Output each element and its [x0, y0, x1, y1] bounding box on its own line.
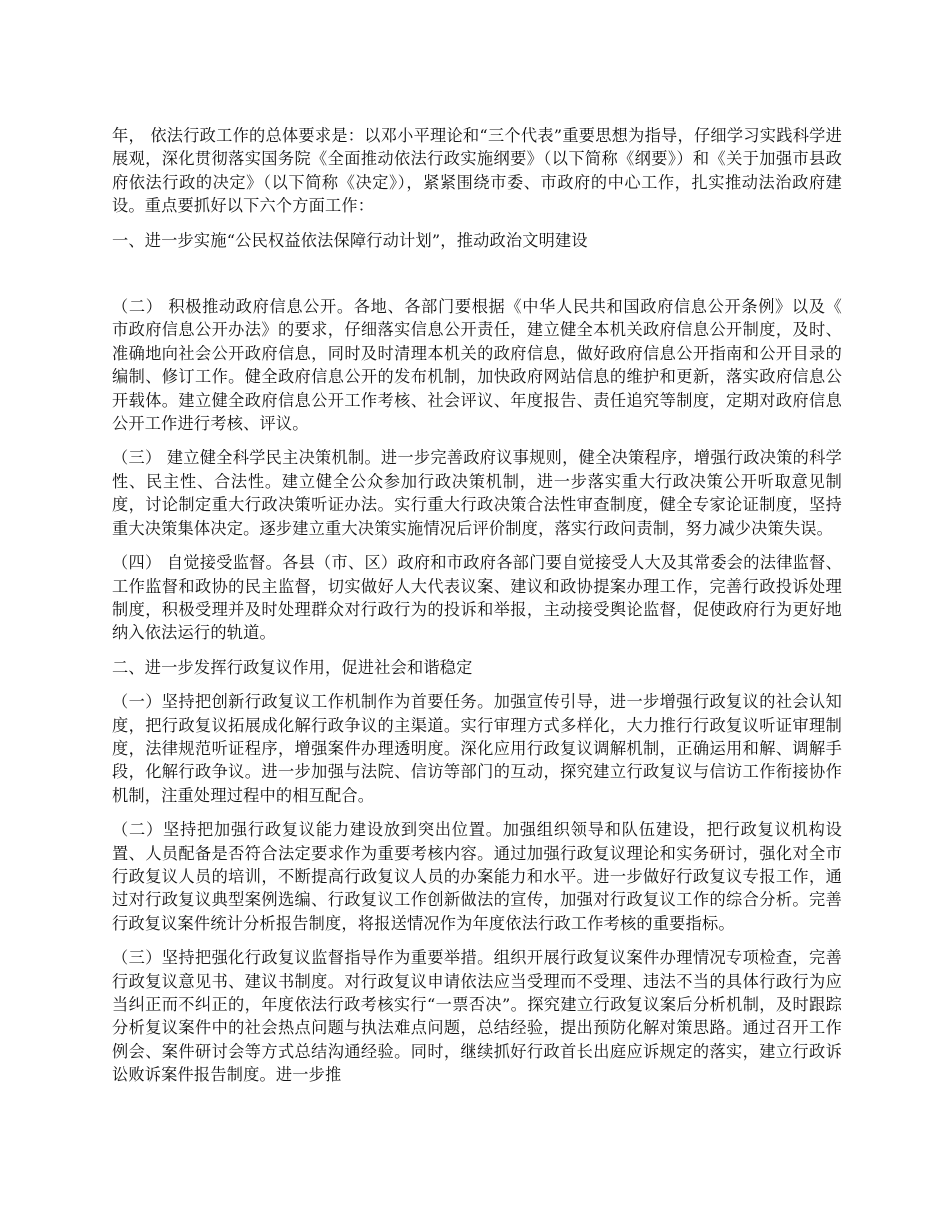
paragraph-review-mechanism: （一）坚持把创新行政复议工作机制作为首要任务。加强宣传引导，进一步增强行政复议的社会认知度，把行政复议拓展成化解行政争议的主渠道。实行审理方式多样化，大力推行行政复议听证审理制度，法律规范听证程序，增强案件办理透明度。深化应用行政复议调解机制，正确运用和解、调解手段，化解行政争议。进一步加强与法院、信访等部门的互动，探究建立行政复议与信访工作衔接协作机制，注重处理过程中的相互配合。	[112, 692, 842, 805]
intro-paragraph: 年， 依法行政工作的总体要求是：以邓小平理论和“三个代表”重要思想为指导，仔细学习实践科学进展观，深化贯彻落实国务院《全面推动依法行政实施纲要》（以下简称《纲要》）和《关于加强市县政府依法行政的决定》（以下简称《决定》），紧紧围绕市委、市政府的中心工作，扎实推动法治政府建设。重点要抓好以下六个方面工作：	[112, 126, 842, 216]
paragraph-review-supervision: （三）坚持把强化行政复议监督指导作为重要举措。组织开展行政复议案件办理情况专项检查，完善行政复议意见书、建议书制度。对行政复议申请依法应当受理而不受理、违法不当的具体行政行为应当纠正而不纠正的，年度依法行政考核实行“一票否决”。探究建立行政复议案后分析机制，及时跟踪分析复议案件中的社会热点问题与执法难点问题，总结经验，提出预防化解对策思路。通过召开工作例会、案件研讨会等方式总结沟通经验。同时，继续抓好行政首长出庭应诉规定的落实，建立行政诉讼败诉案件报告制度。进一步推	[112, 948, 842, 1085]
paragraph-info-disclosure: （二） 积极推动政府信息公开。各地、各部门要根据《中华人民共和国政府信息公开条例》以及《 市政府信息公开办法》的要求，仔细落实信息公开责任，建立健全本机关政府信息公开制度，及时、准确地向社会公开政府信息，同时及时清理本机关的政府信息，做好政府信息公开指南和公开目录的编制、修订工作。健全政府信息公开的发布机制，加快政府网站信息的维护和更新，落实政府信息公开载体。建立健全政府信息公开工作考核、社会评议、年度报告、责任追究等制度，定期对政府信息公开工作进行考核、评议。	[112, 297, 842, 434]
section-heading-1: 一、进一步实施“公民权益依法保障行动计划”，推动政治文明建设	[112, 230, 588, 250]
paragraph-decision-mechanism: （三） 建立健全科学民主决策机制。进一步完善政府议事规则，健全决策程序，增强行政决策的科学性、民主性、合法性。建立健全公众参加行政决策机制，进一步落实重大行政决策公开听取意见制度，讨论制定重大行政决策听证办法。实行重大行政决策合法性审查制度，健全专家论证制度，坚持重大决策集体决定。逐步建立重大决策实施情况后评价制度，落实行政问责制，努力减少决策失误。	[112, 448, 842, 538]
blank-gap	[112, 263, 842, 295]
document-body	[112, 124, 842, 1098]
paragraph-supervision: （四） 自觉接受监督。各县（市、区）政府和市政府各部门要自觉接受人大及其常委会的法律监督、工作监督和政协的民主监督，切实做好人大代表议案、建议和政协提案办理工作，完善行政投诉处理制度，积极受理并及时处理群众对行政行为的投诉和举报，主动接受舆论监督，促使政府行为更好地纳入依法运行的轨道。	[112, 553, 842, 643]
paragraph-review-capacity: （二）坚持把加强行政复议能力建设放到突出位置。加强组织领导和队伍建设，把行政复议机构设置、人员配备是否符合法定要求作为重要考核内容。通过加强行政复议理论和实务研讨，强化对全市行政复议人员的培训，不断提高行政复议人员的办案能力和水平。进一步做好行政复议专报工作，通过对行政复议典型案例选编、行政复议工作创新做法的宣传，加强对行政复议工作的综合分析。完善行政复议案件统计分析报告制度，将报送情况作为年度依法行政工作考核的重要指标。	[112, 820, 842, 933]
section-heading-2: 二、进一步发挥行政复议作用，促进社会和谐稳定	[112, 657, 473, 677]
